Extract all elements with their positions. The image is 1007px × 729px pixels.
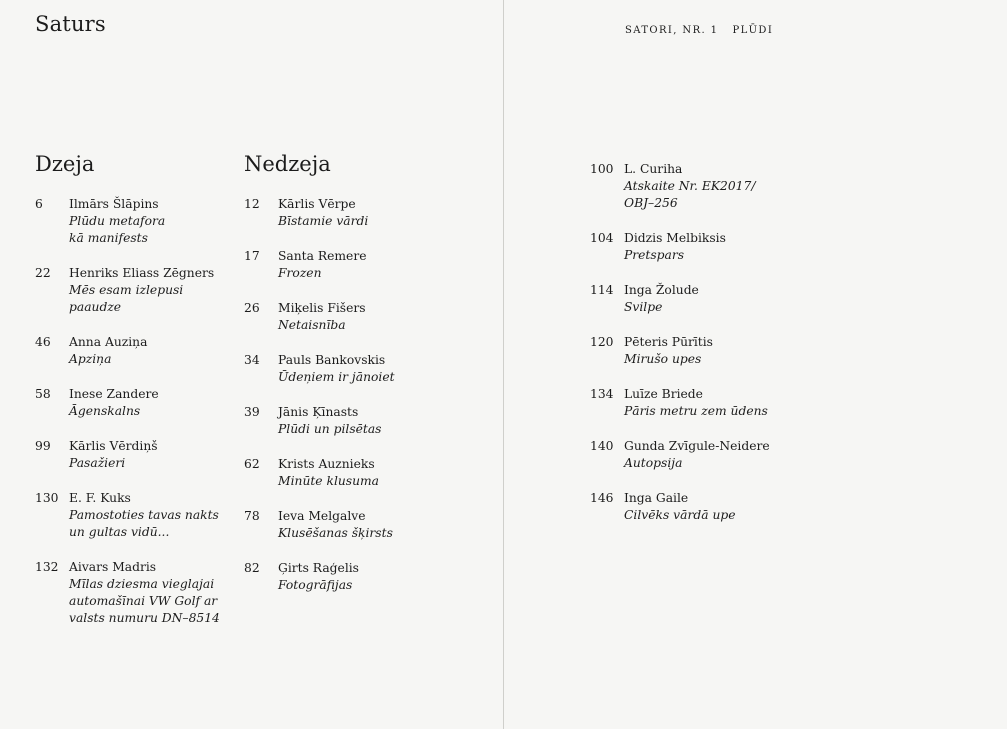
entry-text xyxy=(69,334,239,368)
page-number: 120 xyxy=(590,335,614,349)
toc-entry xyxy=(590,161,804,212)
work-title: Āgenskalns xyxy=(69,404,141,418)
toc-entry xyxy=(35,196,239,247)
page-number: 46 xyxy=(35,335,51,349)
page-number: 78 xyxy=(244,509,260,523)
entry-text xyxy=(278,196,448,230)
work-title: Autopsija xyxy=(624,456,683,470)
work-title: Cilvēks vārdā upe xyxy=(624,508,736,522)
entry-text xyxy=(69,559,239,627)
work-title: Ūdeņiem ir jānoiet xyxy=(278,370,395,384)
toc-entry xyxy=(35,559,239,627)
entry-text xyxy=(69,196,239,247)
section-heading-dzeja: Dzeja xyxy=(35,152,95,176)
author-name: Kārlis Vērpe xyxy=(278,197,356,211)
author-name: Inga Žolude xyxy=(624,283,699,297)
page-number: 62 xyxy=(244,457,260,471)
work-title: Fotogrāfijas xyxy=(278,578,353,592)
entry-text xyxy=(624,386,804,420)
entry-text xyxy=(278,560,448,594)
toc-entry xyxy=(244,196,448,230)
toc-entry xyxy=(590,438,804,472)
toc-entry xyxy=(35,386,239,420)
author-name: Krists Auznieks xyxy=(278,457,375,471)
page-number: 99 xyxy=(35,439,51,453)
page-number: 26 xyxy=(244,301,260,315)
toc-entry xyxy=(244,508,448,542)
toc-entry xyxy=(35,265,239,316)
toc-entry xyxy=(244,404,448,438)
work-title: Klusēšanas šķirsts xyxy=(278,526,393,540)
entry-text xyxy=(278,248,448,282)
toc-entry xyxy=(590,230,804,264)
entry-text xyxy=(624,282,804,316)
issue-title: PLŪDI xyxy=(732,25,774,36)
toc-entry xyxy=(244,560,448,594)
toc-entry xyxy=(590,282,804,316)
page-number: 82 xyxy=(244,561,260,575)
toc-entry xyxy=(244,456,448,490)
toc-entry xyxy=(244,248,448,282)
author-name: Pauls Bankovskis xyxy=(278,353,386,367)
page-number: 134 xyxy=(590,387,614,401)
toc-entry xyxy=(244,352,448,386)
entry-text xyxy=(69,438,239,472)
running-header xyxy=(625,25,773,36)
author-name: Didzis Melbiksis xyxy=(624,231,726,245)
contents-title: Saturs xyxy=(35,12,106,36)
work-title: Plūdu metafora kā manifests xyxy=(69,214,166,245)
work-title: Apziņa xyxy=(69,352,112,366)
toc-entry xyxy=(35,438,239,472)
page-number: 104 xyxy=(590,231,614,245)
entry-text xyxy=(69,386,239,420)
entry-text xyxy=(624,230,804,264)
toc-list-dzeja xyxy=(35,196,239,645)
toc-list-continued xyxy=(590,161,804,542)
page-number: 39 xyxy=(244,405,260,419)
work-title: Netaisnība xyxy=(278,318,346,332)
page-number: 132 xyxy=(35,560,59,574)
author-name: Pēteris Pūrītis xyxy=(624,335,713,349)
author-name: Gunda Zvīgule-Neidere xyxy=(624,439,770,453)
page-number: 17 xyxy=(244,249,260,263)
work-title: Frozen xyxy=(278,266,322,280)
toc-list-nedzeja xyxy=(244,196,448,612)
page-number: 100 xyxy=(590,162,614,176)
toc-entry xyxy=(590,386,804,420)
author-name: E. F. Kuks xyxy=(69,491,131,505)
author-name: Ilmārs Šlāpins xyxy=(69,197,159,211)
author-name: Aivars Madris xyxy=(69,560,157,574)
work-title: Pasažieri xyxy=(69,456,126,470)
entry-text xyxy=(624,490,804,524)
work-title: Pamostoties tavas nakts un gultas vidū... xyxy=(69,508,219,539)
author-name: Ģirts Raģelis xyxy=(278,561,359,575)
entry-text xyxy=(624,438,804,472)
author-name: Inese Zandere xyxy=(69,387,159,401)
page-number: 146 xyxy=(590,491,614,505)
toc-entry xyxy=(590,334,804,368)
section-heading-nedzeja: Nedzeja xyxy=(244,152,331,176)
author-name: Jānis Ķīnasts xyxy=(278,405,359,419)
page-number: 22 xyxy=(35,266,51,280)
work-title: Pāris metru zem ūdens xyxy=(624,404,768,418)
entry-text xyxy=(624,334,804,368)
author-name: L. Curiha xyxy=(624,162,683,176)
page-number: 6 xyxy=(35,197,43,211)
entry-text xyxy=(278,300,448,334)
entry-text xyxy=(278,456,448,490)
author-name: Santa Remere xyxy=(278,249,367,263)
author-name: Anna Auziņa xyxy=(69,335,148,349)
page-number: 34 xyxy=(244,353,260,367)
author-name: Henriks Eliass Zēgners xyxy=(69,266,215,280)
author-name: Inga Gaile xyxy=(624,491,689,505)
author-name: Luīze Briede xyxy=(624,387,703,401)
toc-entry xyxy=(35,334,239,368)
work-title: Atskaite Nr. EK2017/ OBJ–256 xyxy=(624,179,756,210)
work-title: Plūdi un pilsētas xyxy=(278,422,382,436)
left-page xyxy=(0,0,503,729)
toc-entry xyxy=(244,300,448,334)
work-title: Svilpe xyxy=(624,300,663,314)
page-number: 140 xyxy=(590,439,614,453)
author-name: Kārlis Vērdiņš xyxy=(69,439,158,453)
toc-entry xyxy=(35,490,239,541)
work-title: Minūte klusuma xyxy=(278,474,380,488)
right-page xyxy=(504,0,1007,729)
work-title: Bīstamie vārdi xyxy=(278,214,369,228)
entry-text xyxy=(278,352,448,386)
toc-entry xyxy=(590,490,804,524)
entry-text xyxy=(278,404,448,438)
work-title: Mirušo upes xyxy=(624,352,702,366)
page-number: 114 xyxy=(590,283,614,297)
entry-text xyxy=(278,508,448,542)
page-number: 130 xyxy=(35,491,59,505)
page-number: 12 xyxy=(244,197,260,211)
entry-text xyxy=(624,161,804,212)
page-number: 58 xyxy=(35,387,51,401)
author-name: Ieva Melgalve xyxy=(278,509,366,523)
work-title: Mēs esam izlepusi paaudze xyxy=(69,283,184,314)
author-name: Miķelis Fišers xyxy=(278,301,366,315)
entry-text xyxy=(69,265,239,316)
work-title: Pretspars xyxy=(624,248,685,262)
entry-text xyxy=(69,490,239,541)
work-title: Mīlas dziesma vieglajai automašīnai VW Golf ar valsts numuru DN–8514 xyxy=(69,577,220,625)
publication-name: SATORI, NR. 1 xyxy=(625,25,719,36)
